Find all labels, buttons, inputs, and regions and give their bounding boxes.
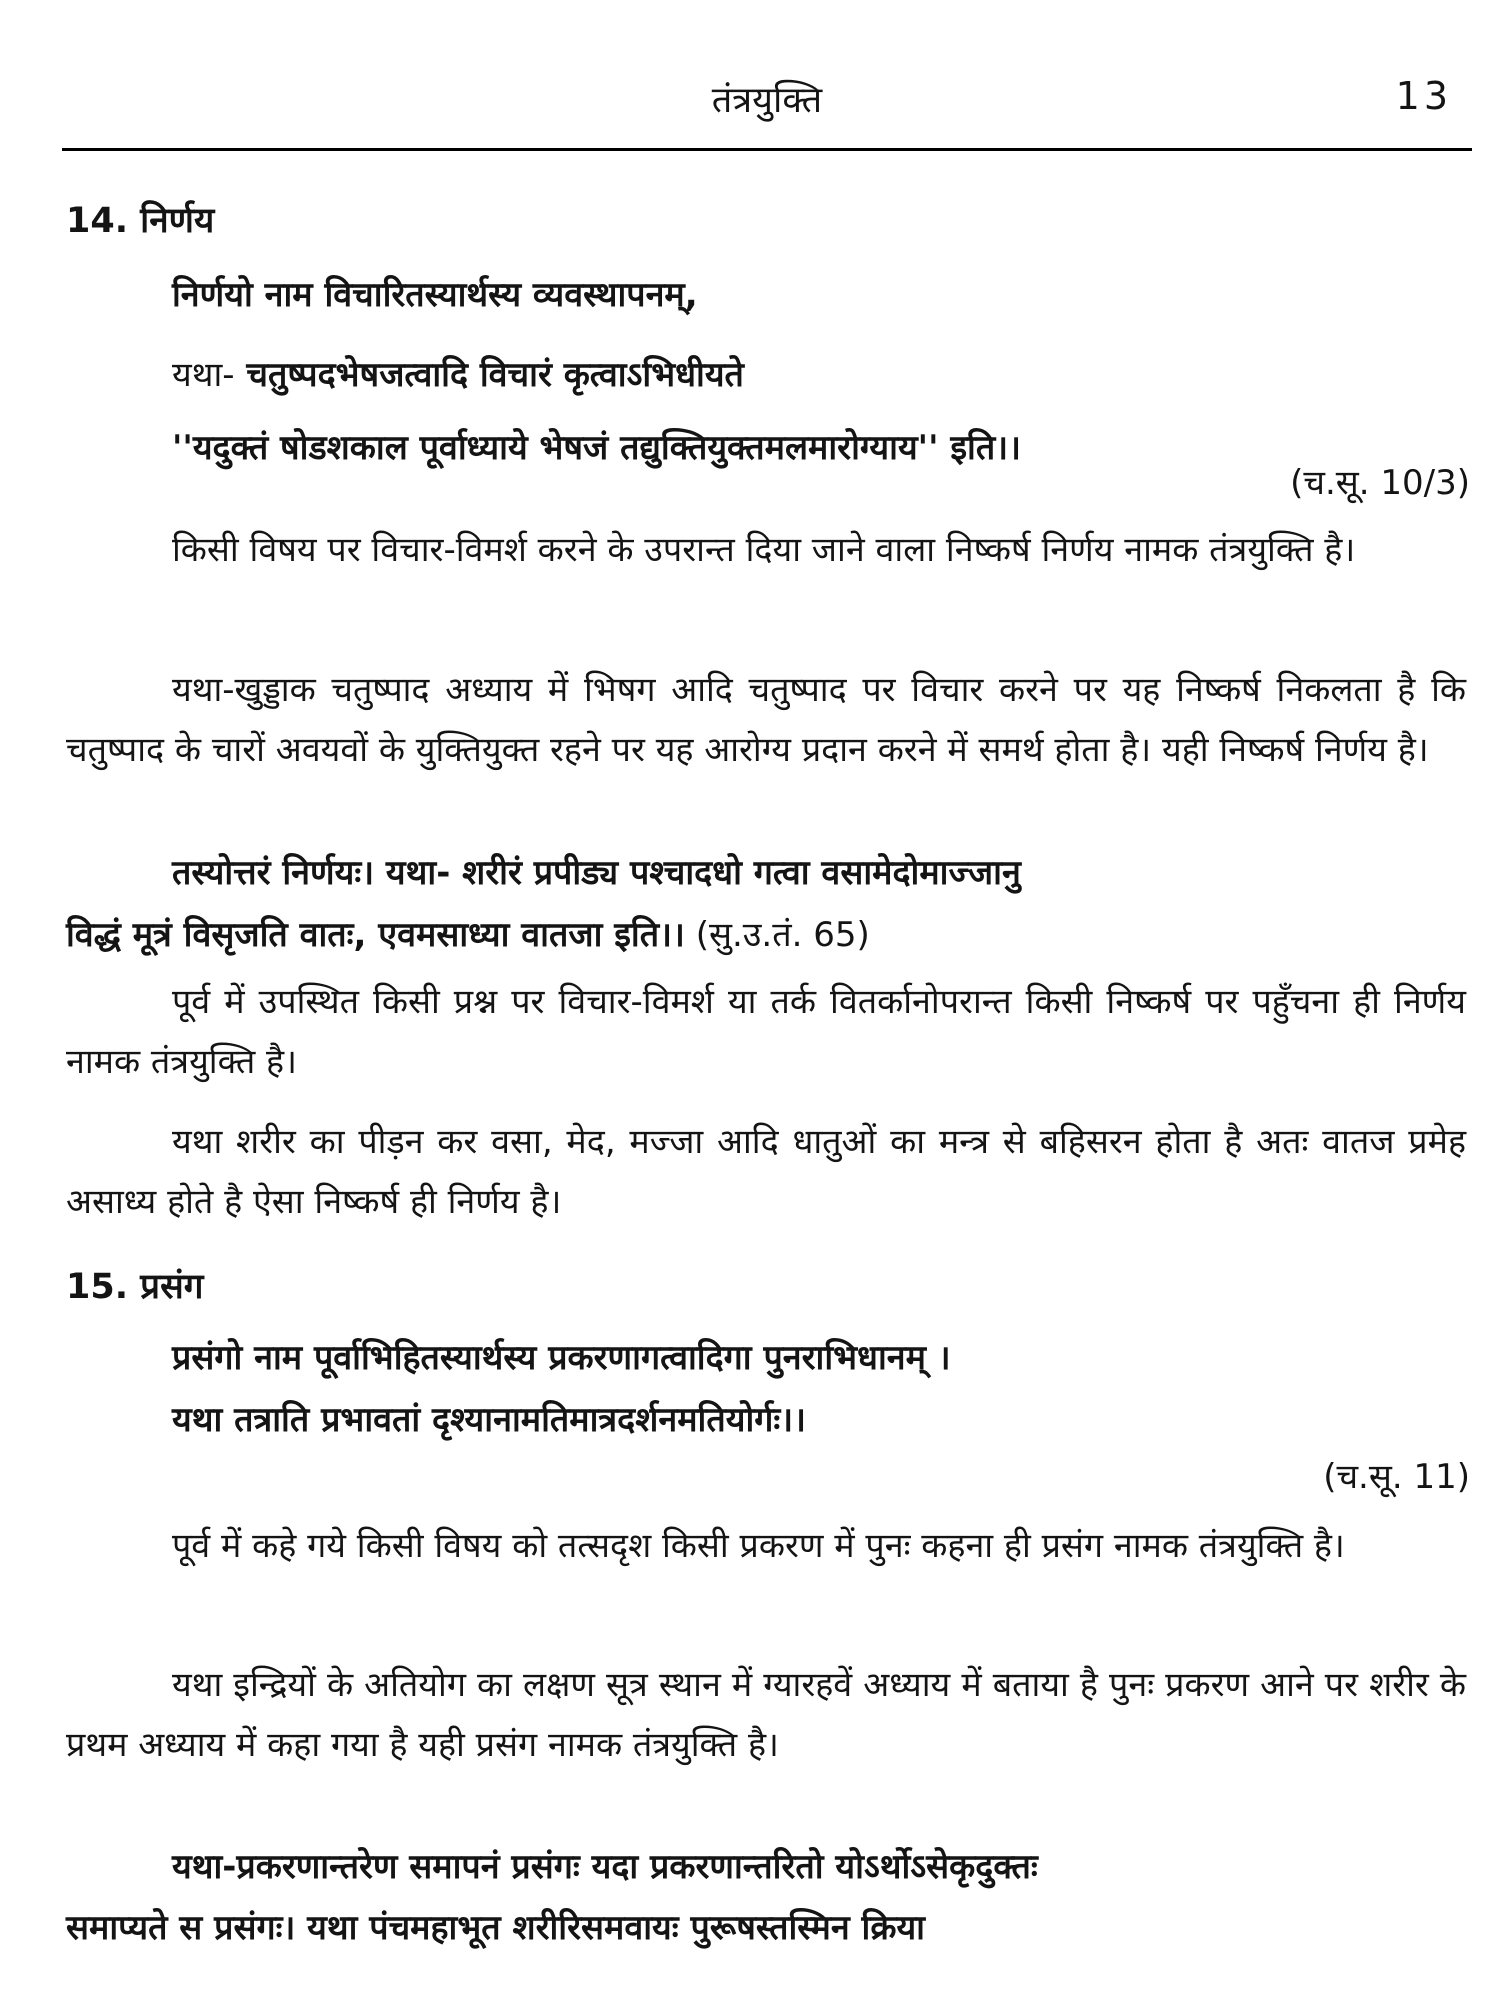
quote-text: विद्धं मूत्रं विसृजति वातः, एवमसाध्या वातजा इति।।: [66, 915, 685, 955]
paragraph: यथा शरीर का पीड़न कर वसा, मेद, मज्जा आदि धातुओं का मन्त्र से बहिसरन होता है अतः वातज प्रमेह असाध्य होते है ऐसा निष्कर्ष ही निर्णय है।: [66, 1122, 1466, 1222]
example-text: चतुष्पदभेषजत्वादि विचारं कृत्वाऽभिधीयते: [234, 355, 744, 395]
paragraph: यथा-खुड्डाक चतुष्पाद अध्याय में भिषग आदि चतुष्पाद पर विचार करने पर यह निष्कर्ष निकलता है कि चतुष्पाद के चारों अवयवों के युक्तियुक्त रहने पर यह आरोग्य प्रदान करने में समर्थ होता है। यही निष्कर्ष निर्णय है।: [66, 670, 1466, 770]
page-number: 13: [1395, 74, 1452, 118]
paragraph: किसी विषय पर विचार-विमर्श करने के उपरान्त दिया जाने वाला निष्कर्ष निर्णय नामक तंत्रयुक्ति है।: [172, 530, 1356, 570]
paragraph: पूर्व में कहे गये किसी विषय को तत्सदृश किसी प्रकरण में पुनः कहना ही प्रसंग नामक तंत्रयुक्ति है।: [172, 1526, 1345, 1566]
quote-line: ''यदुक्तं षोडशकाल पूर्वाध्याये भेषजं तद्युक्तियुक्तमलमारोग्याय'' इति।।: [172, 428, 1021, 468]
sutra-line: यथा तत्राति प्रभावतां दृश्यानामतिमात्रदर्शनमतियोर्गः।।: [172, 1400, 807, 1440]
paragraph: यथा इन्द्रियों के अतियोग का लक्षण सूत्र स्थान में ग्यारहवें अध्याय में बताया है पुनः प्रकरण आने पर शरीर के प्रथम अध्याय में कहा गया है यही प्रसंग नामक तंत्रयुक्ति है।: [66, 1665, 1466, 1765]
quote-line: समाप्यते स प्रसंगः। यथा पंचमहाभूत शरीरिसमवायः पुरूषस्तस्मिन क्रिया: [66, 1908, 925, 1948]
citation: (च.सू. 10/3): [1290, 463, 1470, 503]
header-rule: [62, 148, 1472, 151]
running-title: तंत्रयुक्ति: [711, 80, 823, 121]
section-heading-15: 15. प्रसंग: [66, 1267, 204, 1307]
paragraph: पूर्व में उपस्थित किसी प्रश्न पर विचार-विमर्श या तर्क वितर्कानोपरान्त किसी निष्कर्ष पर पहुँचना ही निर्णय नामक तंत्रयुक्ति है।: [66, 982, 1466, 1082]
sutra-line: प्रसंगो नाम पूर्वाभिहितस्यार्थस्य प्रकरणागत्वादिगा पुनराभिधानम् ।: [172, 1338, 951, 1378]
quote-line: [66, 910, 1466, 956]
quote-line: तस्योत्तरं निर्णयः। यथा- शरीरं प्रपीड्य पश्चादधो गत्वा वसामेदोमाज्जानु: [172, 853, 1021, 893]
quote-line: यथा-प्रकरणान्तरेण समापनं प्रसंगः यदा प्रकरणान्तरितो योऽर्थोऽसेकृदुक्तः: [172, 1847, 1038, 1887]
page-header: [62, 56, 1472, 146]
citation: (च.सू. 11): [1323, 1457, 1470, 1497]
example-line: [172, 350, 1500, 396]
example-prefix: यथा-: [172, 355, 235, 395]
sutra-line: निर्णयो नाम विचारितस्यार्थस्य व्यवस्थापनम्,: [172, 275, 698, 315]
section-heading-14: 14. निर्णय: [66, 201, 215, 241]
citation: (सु.उ.तं. 65): [684, 915, 870, 955]
